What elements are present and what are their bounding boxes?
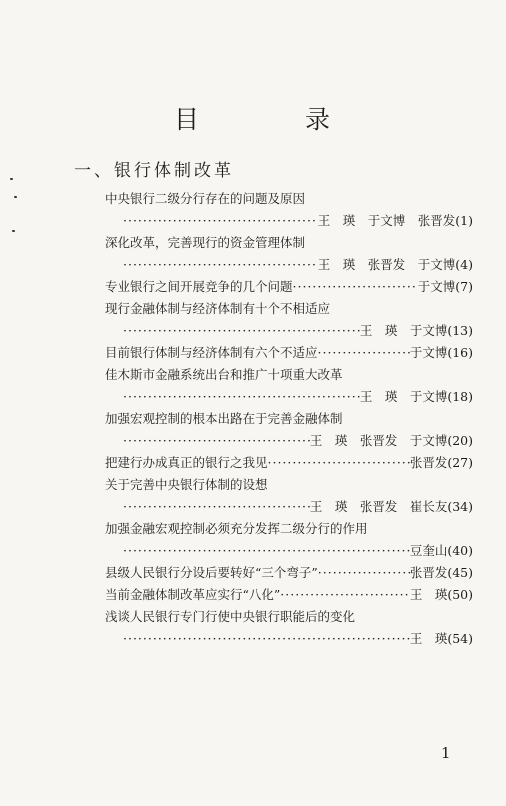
dot-leader <box>123 628 410 650</box>
toc-entry-title: 浅谈人民银行专门行使中央银行职能后的变化 <box>105 609 356 624</box>
dot-leader <box>318 562 410 584</box>
title-char-left: 目 <box>173 105 201 134</box>
page-number: 1 <box>441 744 451 762</box>
toc-entry-authors-page: 王 瑛 于文博(18) <box>359 389 473 404</box>
dot-leader <box>318 342 410 364</box>
toc-entry-authors-page: 张晋发(27) <box>409 455 473 470</box>
toc-entry-title: 县级人民银行分设后要转好“三个弯子” <box>105 565 318 580</box>
dot-leader <box>123 386 360 408</box>
scan-speck <box>14 196 17 198</box>
title-char-right: 录 <box>305 105 333 134</box>
dot-leader <box>280 584 410 606</box>
toc-entry-title: 加强金融宏观控制必须充分发挥二级分行的作用 <box>105 521 368 536</box>
toc-entry-authors-page: 王 瑛 于文博(13) <box>359 323 473 338</box>
toc-entry-authors-page: 王 瑛(54) <box>409 631 473 646</box>
toc-entry-title: 中央银行二级分行存在的问题及原因 <box>105 191 306 206</box>
toc-entry-leader-line <box>105 628 473 650</box>
toc-entry-leader-line <box>105 320 473 342</box>
toc-entry-title: 当前金融体制改革应实行“八化” <box>105 587 281 602</box>
page-title <box>0 100 506 136</box>
toc-entry-authors-page: 于文博(7) <box>417 279 473 294</box>
toc-entry-authors-page: 王 瑛 于文博 张晋发(1) <box>317 213 473 228</box>
dot-leader <box>123 540 410 562</box>
toc-entry-title: 专业银行之间开展竞争的几个问题 <box>105 279 293 294</box>
dot-leader <box>123 254 318 276</box>
toc-entry <box>105 452 473 474</box>
toc-entry <box>105 342 473 364</box>
dot-leader <box>268 452 410 474</box>
toc-entry-leader-line <box>105 496 473 518</box>
toc-entry-title: 目前银行体制与经济体制有六个不适应 <box>105 345 318 360</box>
toc-entry-leader-line <box>105 430 473 452</box>
toc-entry-authors-page: 豆奎山(40) <box>409 543 473 558</box>
toc-entry-title: 把建行办成真正的银行之我见 <box>105 455 268 470</box>
toc-entry-title: 深化改革，完善现行的资金管理体制 <box>105 235 306 250</box>
toc-entry-leader-line <box>105 540 473 562</box>
toc-entry-title: 加强宏观控制的根本出路在于完善金融体制 <box>105 411 343 426</box>
toc-entry-title: 关于完善中央银行体制的设想 <box>105 477 268 492</box>
dot-leader <box>123 430 310 452</box>
toc-entry-authors-page: 张晋发(45) <box>409 565 473 580</box>
dot-leader <box>123 496 310 518</box>
scan-speck <box>12 230 15 232</box>
toc-entry-leader-line <box>105 254 473 276</box>
toc-entry <box>105 276 473 298</box>
toc-entry <box>105 562 473 584</box>
dot-leader <box>123 320 360 342</box>
toc-entry-authors-page: 王 瑛 张晋发 于文博(20) <box>309 433 473 448</box>
dot-leader <box>123 210 318 232</box>
section-heading: 一、银行体制改革 <box>74 161 234 181</box>
toc-entry-authors-page: 王 瑛(50) <box>409 587 473 602</box>
scan-speck <box>10 178 13 180</box>
toc-entry-list <box>105 188 473 650</box>
toc-entry-leader-line <box>105 386 473 408</box>
toc-entry-authors-page: 王 瑛 张晋发 于文博(4) <box>317 257 473 272</box>
toc-entry-title: 佳木斯市金融系统出台和推广十项重大改革 <box>105 367 343 382</box>
toc-entry-title: 现行金融体制与经济体制有十个不相适应 <box>105 301 331 316</box>
dot-leader <box>293 276 418 298</box>
toc-entry-leader-line <box>105 210 473 232</box>
toc-entry <box>105 584 473 606</box>
toc-entry-authors-page: 王 瑛 张晋发 崔长友(34) <box>309 499 473 514</box>
toc-entry-authors-page: 于文博(16) <box>409 345 473 360</box>
